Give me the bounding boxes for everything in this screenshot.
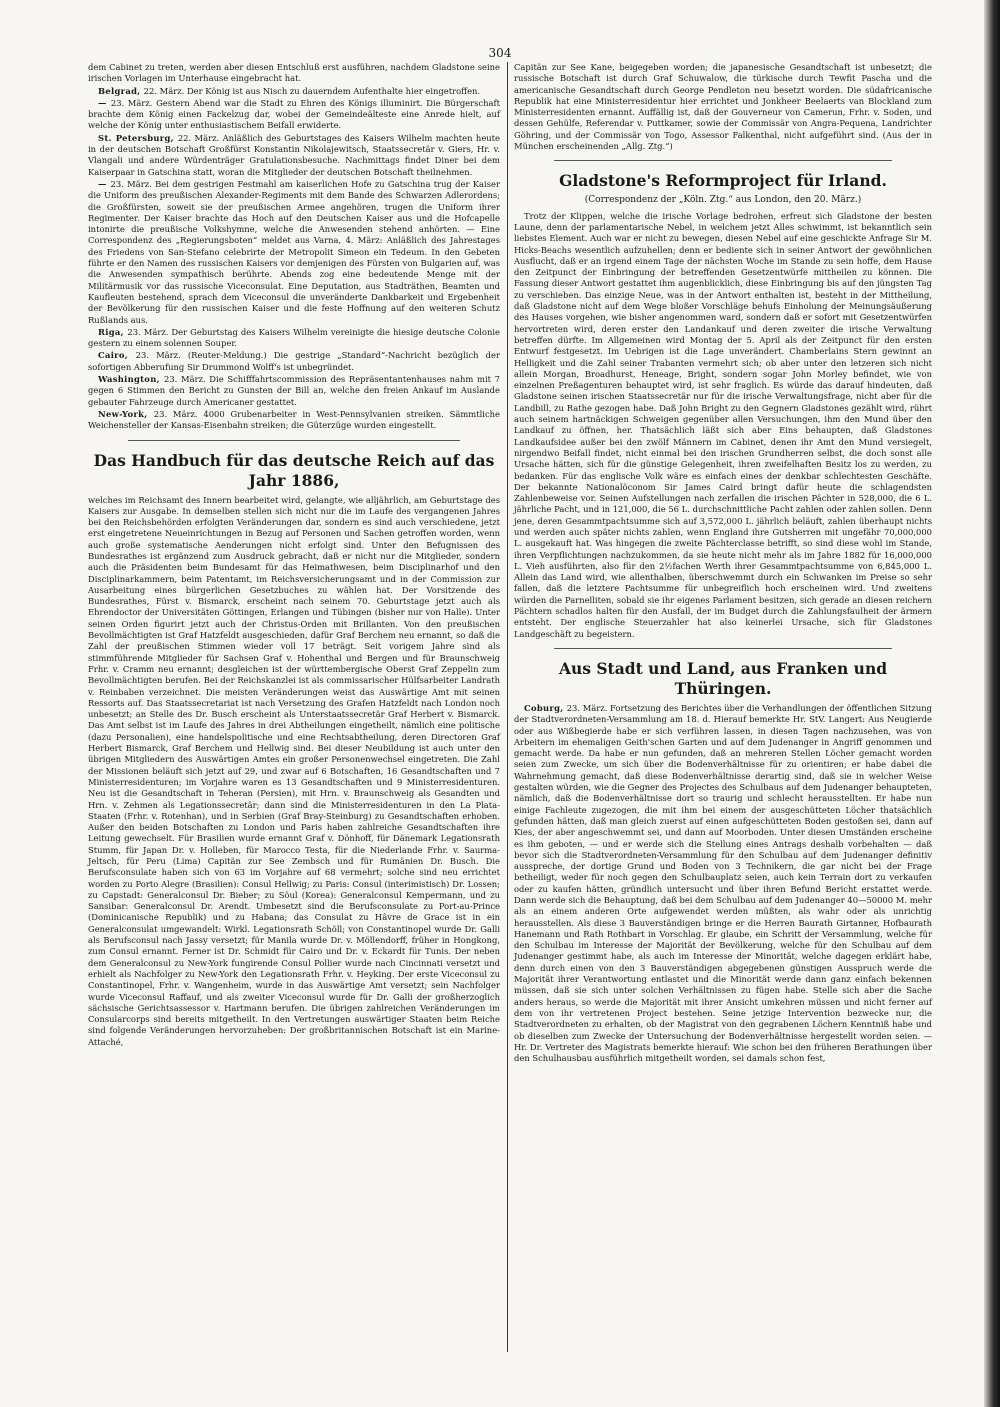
article-paragraph (88, 495, 500, 1049)
right-continued-text (514, 62, 932, 152)
paragraph-text: Trotz der Klippen, welche die irische Vorlage bedrohen, erfreut sich Gladstone der besten Laune, denn der parlamentarische Nebel, in welchem jetzt Alles schwimmt, ist bekanntlich sein liebstes Element. Auch war er nicht zu bewegen, diesen Nebel auf eine geschickte Anfrage Sir M. Hicks-Beachs wesentlich aufzuhellen; denn er bediente sich in seiner Antwort der gewöhnlichen Ausflucht, daß er an irgend einem Tage der nächsten Woche im Stande zu sein hoffe, dem Hause den Zeitpunct der Einbringung der betreffenden Gesetzentwürfe mittheilen zu können. Die Fassung dieser Antwort gestattet ihm augenblicklich, diese Einbringung bis auf den jüngsten Tag zu verschieben. Das einzige Neue, was in der Antwort enthalten ist, besteht in der Mittheilung, daß Gladstone nicht auf dem Wege bloßer Vorschläge behufs Einholung der Meinungsäußerung des Hauses vorgehen, wie bisher angenommen ward, sondern daß er sofort mit Gesetzentwürfen hervortreten wird, deren erster den Landankauf und deren zweiter die irische Verwaltung betreffen dürfte. Im Allgemeinen wird Montag der 5. April als der Zeitpunct für den ersten Entwurf festgesetzt. Im Uebrigen ist die Lage unverändert. Chamberlains Stern gewinnt an Helligkeit und die Zahl seiner Trabanten vermehrt sich; ob aber unter den letzeren sich nicht allein Morgan, Broadhurst, Heneage, Bright, sondern sogar John Morley befindet, wie von einzelnen Preßagenturen behauptet wird, ist sehr fraglich. Es würde das darauf hindeuten, daß Gladstone seinen irischen Staatssecretär nur für die irische Verwaltungsfrage, nicht aber für die Landbill, zu Rathe gezogen habe. Daß John Bright zu den Gegnern Gladstones gezählt wird, rührt auch seinem hartnäckigen Schweigen gegenüber allen Versuchungen, ihm den Mund über den Landkauf zu öffnen, her. Thatsächlich läßt sich aber Eins behaupten, daß Gladstones Landkaufsidee außer bei den zwölf Männern im Cabinet, denen ihr Amt den Mund versiegelt, nirgendwo Beifall findet, nicht einmal bei den irischen Grundherren selbst, die doch sonst alle Ursache hätten, sich für die günstige Gelegenheit, ihren zweifelhaften Besitz los zu werden, zu bedanken. Für das englische Volk wäre es einfach eines der denkbar schlechtesten Geschäfte. Der bekannte Nationalöconom Sir James Caird bringt dafür heute die schlagendsten Zahlenbeweise vor. Seinen Aufstellungen nach zerfallen die irischen Pächter in 528,000, die 6 L. jährliche Pacht, und in 121,000, die 56 L. durchschnittliche Pacht zahlen oder zahlen sollen. Denn jene, deren Gesammtpachtsumme sich auf 3,572,000 L. jährlich beläuft, zahlen überhaupt nichts und werden auch später nichts zahlen, wenn England ihre Gutsherren mit ungefähr 70,000,000 L. ausgekauft hat. Was hingegen die zweite Pächterclasse betrifft, so sind diese wohl im Stande, ihren Verpflichtungen nachzukommen, da sie heute nicht mehr als im Jahre 1882 für 16,000,000 L. Vieh ausführten, also für den 2½fachen Werth ihrer Gesammtpachtsumme von 6,845,000 L. Allein das Land wird, wie allenthalben, überschwemmt durch ein Schwanken im Preise so sehr fallen, daß die letztere Pachtsumme für unbegreiflich hoch erscheinen wird. Und zweitens würden die Parnelliten, sobald sie ihr eigenes Parlament besitzen, sich gerade an diesen reichern Pächtern schadlos halten für den Ausfall, der im Budget durch die Zahlungsfaulheit der ärmern entsteht. Der englische Steuerzahler hat also keinerlei Ursache, sich für Gladstones Landgeschäft zu begeistern. (514, 210, 932, 639)
paragraph-text: 23. März. Die Schifffahrtscommission des Repräsentantenhauses nahm mit 7 gegen 6 Stimmen den Bericht zu Gunsten der Bill an, welche den freien Ankauf im Auslande gebauter Fahrzeuge durch Americaner gestattet. (88, 374, 500, 407)
dateline: Washington, (98, 374, 165, 385)
left-column (88, 62, 500, 1049)
dateline: Riga, (98, 326, 128, 337)
dateline: Belgrad, (98, 85, 144, 96)
handbuch-article (88, 495, 500, 1049)
page-number: 304 (488, 46, 512, 60)
dateline: New-York, (98, 408, 154, 419)
paragraph-text: 22. März. Anläßlich des Geburtstages des Kaisers Wilhelm machten heute in der deutschen Botschaft Großfürst Konstantin Nikolajewitsch, Staatssecretär v. Giers, Hr. v. Vlangali und andere Würdenträger Gratulationsbesuche. Nachmittags findet Diner bei dem Kaiserpaar in Gatschina statt, woran die Mitglieder der deutschen Botschaft theilnehmen. (88, 132, 500, 177)
article-paragraph (88, 62, 500, 85)
gladstone-article (514, 211, 932, 640)
left-news-items (88, 62, 500, 432)
section-title-handbuch: Das Handbuch für das deutsche Reich auf das Jahr 1886, (93, 450, 495, 490)
paragraph-text: 23. März. (Reuter-Meldung.) Die gestrige „Standard“-Nachricht bezüglich der sofortigen Abberufung Sir Drummond Wolff's ist unbegründet. (88, 350, 500, 372)
section-title-stadt-land: Aus Stadt und Land, aus Franken und Thüringen. (558, 658, 888, 698)
paragraph-text: 23. März. Bei dem gestrigen Festmahl am kaiserlichen Hofe zu Gatschina trug der Kaiser die Uniform des preußischen Alexander-Regiments mit dem Bande des Schwarzen Adlerordens; die Großfürsten, soweit sie der preußischen Armee angehören, trugen die Uniform ihrer Regimenter. Der Kaiser brachte das Hoch auf den Deutschen Kaiser aus und die Hofcapelle intonirte die preußische Volkshymne, welche die Anwesenden stehend anhörten. — Eine Correspondenz des „Regierungsboten“ meldet aus Varna, 4. März: Anläßlich des Jahrestages des Friedens von San-Stefano celebrirte der Metropolit Simeon ein Tedeum. In den Gebeten führte er den Namen des russischen Kaisers vor demjenigen des Fürsten von Bulgarien auf, was die Anwesenden sympathisch berührte. Abends zog eine bedeutende Menge mit der Militärmusik vor das russische Viceconsulat. Eine Deputation, aus Stadträthen, Beamten und Kaufleuten bestehend, sprach dem Viceconsul die unveränderte Dankbarkeit und Ergebenheit der Bevölkerung für den russischen Kaiser und die feste Hoffnung auf den weiteren Schutz Rußlands aus. (88, 178, 500, 325)
article-paragraph (88, 409, 500, 432)
dateline: Coburg, (524, 702, 567, 713)
article-paragraph (514, 62, 932, 152)
article-paragraph (88, 133, 500, 178)
section-title-gladstone: Gladstone's Reformproject für Irland. (559, 171, 887, 191)
section-divider (554, 160, 892, 161)
article-paragraph (88, 86, 500, 97)
article-paragraph (88, 98, 500, 132)
paragraph-text: 23. März. 4000 Grubenarbeiter in West-Pennsylvanien streiken. Sämmtliche Weichensteller der Kansas-Eisenbahn streiken; die Güterzüge wurden eingestellt. (88, 408, 500, 431)
section-divider (128, 440, 460, 441)
paragraph-text: 23. März. Fortsetzung des Berichtes über die Verhandlungen der öffentlichen Sitzung der Stadtverordneten-Versammlung am 18. d. Hierauf bemerkte Hr. StV. Langert: Aus Neugierde oder aus Wißbegierde habe er sich verführen lassen, in diesen Tagen nachzusehen, was von Arbeitern im ehemaligen Geith'schen Garten und auf dem Judenanger in Angriff genommen und gemacht werde. Da habe er nun gefunden, daß an mehreren Stellen Löcher gemacht worden seien zum Zwecke, um sich über die Bodenverhältnisse für zu orientiren; er habe dabei die Wahrnehmung gemacht, daß diese Bodenverhältnisse derartig sind, daß sie in welcher Weise gestalten würden, wie die Gegner des Projectes des Schulbaus auf dem Judenanger behaupteten, nämlich, daß die Bodenverhältnisse dort so traurig und schlecht herausstellten. Er habe nun einige Fachleute zugezogen, die mit ihm bei einem der ausgeschütteten Löcher thatsächlich gefunden hätten, daß man gleich zuerst auf einen aufgeschütteten Boden gestoßen sei, dann auf Kies, der aber angeschwemmt sei, und dann auf Moorboden. Unter diesen Umständen erscheine es ihm geboten, — und er werde sich die Stellung eines Antrags deshalb vorbehalten — daß bevor sich die Stadtverordneten-Versammlung für den Schulbau auf dem Judenanger definitiv ausspreche, der dortige Grund und Boden von 3 Technikern, die gar nicht bei der Frage betheiligt, weder für noch gegen den Schulbauplatz seien, auch kein Terrain dort zu verkaufen oder zu kaufen hätten, gründlich untersucht und über ihren Befund Bericht erstattet werde. Dann werde sich die Behauptung, daß bei dem Schulbau auf dem Judenanger 40—50000 M. mehr als an einem anderen Orte aufgewendet werden müßten, als wahr oder als unrichtig herausstellen. Als diese 3 Bauverständigen bringe er die Herren Baurath Girtanner, Hofbaurath Hanemann und Rath Rothbart in Vorschlag. Er glaube, ein Schritt der Versammlung, welche für den Schulbau im Interesse der Majorität der Bevölkerung, welche für den Schulbau auf dem Judenanger gestimmt habe, als auch im Interesse der Minorität, welche dagegen erklärt habe, denn durch einen von den 3 Bauverständigen abgegebenen günstigen Ausspruch werde die Majorität ihrer Verantwortung entlastet und die Minorität werde dann ganz einfach bekennen müssen, daß sie sich unter solchen Verhältnissen zu fügen habe. Stelle sich aber die Sache anders heraus, so werde die Majorität mit ihrer Ansicht umkehren müssen und nicht ferner auf dem von ihr vertretenen Project bestehen. Seine jetzige Intervention bezwecke nur, die Stadtverordneten zu erhalten, ob der Magistrat von den gegrabenen Löchern Kenntniß habe und ob dieselben zum Zwecke der Untersuchung der Bodenverhältnisse hergestellt worden seien. — Hr. Dr. Vertreter des Magistrats bemerkte hierauf: Wie schon bei den früheren Berathungen über den Schulhausbau ausführlich mitgetheilt worden, sei damals schon fest, (514, 702, 932, 1064)
paragraph-text: 22. März. Der König ist aus Nisch zu dauerndem Aufenthalte hier eingetroffen. (143, 85, 481, 96)
dateline: St. Petersburg, (98, 132, 178, 143)
dateline: — (98, 97, 111, 108)
paragraph-text: dem Cabinet zu treten, werden aber diesen Entschluß erst ausführen, nachdem Gladstone seine irischen Vorlagen im Unterhause eingebracht hat. (88, 62, 500, 84)
article-paragraph (88, 350, 500, 373)
scan-edge (984, 0, 1000, 1407)
paragraph-text: 23. März. Gestern Abend war die Stadt zu Ehren des Königs illuminirt. Die Bürgerschaft brachte dem König einen Fackelzug dar, wobei der Gemeindeälteste eine Anrede hielt, auf welche der König unter enthusiastischem Beifall erwiderte. (88, 97, 500, 131)
stadt-land-article (514, 703, 932, 1065)
dateline: Cairo, (98, 350, 136, 361)
article-paragraph (88, 327, 500, 350)
article-paragraph (88, 179, 500, 326)
article-paragraph (88, 374, 500, 408)
column-divider (507, 62, 508, 1352)
paragraph-text: Capitän zur See Kane, beigegeben worden; die japanesische Gesandtschaft ist unbesetzt; die russische Botschaft ist durch Graf Schuwalow, die türkische durch Tewfit Pascha und die americanische Gesandtschaft durch George Pendleton neu besetzt worden. Die südafricanische Republik hat eine Ministerresidentur hier errichtet und Jonkheer Beelaerts van Blockland zum Ministerresidenten ernannt. Auffällig ist, daß der Gouverneur von Camerun, Frhr. v. Soden, und dessen Gehülfe, Referendar v. Puttkamer, sowie der Commissär von Angra-Pequena, Landrichter Göhring, und der Commissär von Togo, Assessor Falkenthal, nicht aufgeführt sind. (Aus der in München erscheinenden „Allg. Ztg.“) (514, 62, 932, 152)
section-subtitle-gladstone: (Correspondenz der „Köln. Ztg.“ aus London, den 20. März.) (584, 195, 862, 206)
section-divider (554, 648, 892, 649)
right-column (514, 62, 932, 1065)
paragraph-text: welches im Reichsamt des Innern bearbeitet wird, gelangte, wie alljährlich, am Geburtstage des Kaisers zur Ausgabe. In demselben stellen sich nicht nur die im Laufe des vergangenen Jahres bei den Reichsbehörden erfolgten Veränderungen dar, sondern es sind auch verschiedene, jetzt erst eingetretene Neueinrichtungen in Bezug auf Personen und Sachen getroffen worden, wenn auch große systematische Aenderungen nicht erfolgt sind. Unter den Befugnissen des Bundesrathes ist ergänzend zum Ausdruck gebracht, daß er nicht nur die Mitglieder, sondern auch die Präsidenten beim Bundesamt für das Heimathwesen, beim Disciplinarhof und den Disciplinarkammern, beim Patentamt, im Reichsversicherungsamt und in der Commission zur Ausarbeitung eines bürgerlichen Gesetzbuches zu wählen hat. Der Vorsitzende des Bundesrathes, Fürst v. Bismarck, erscheint nach seinem 70. Geburtstage jetzt auch als Ehrendoctor der Universitäten Göttingen, Erlangen und Tübingen (bisher nur von Halle). Unter seinen Orden figurirt jetzt auch der Christus-Orden mit Brillanten. Von den preußischen Bevollmächtigten ist Graf Hatzfeldt ausgeschieden, dafür Graf Berchem neu ernannt, so daß die Zahl der preußischen Stimmen wieder voll 17 beträgt. Seit vorigem Jahre sind als stimmführende Mitglieder für Sachsen Graf v. Hohenthal und Bergen und für Braunschweig Frhr. v. Cramm neu ernannt; desgleichen ist der württembergische Oberst Graf Zeppelin zum Bevollmächtigten berufen. Bei der Reichskanzlei ist als commissarischer Hülfsarbeiter Landrath v. Reinbaben verzeichnet. Die meisten Veränderungen weist das Auswärtige Amt mit seinen Ressorts auf. Das Staatssecretariat ist nach Versetzung des Grafen Hatzfeldt nach London noch unbesetzt; an Stelle des Dr. Busch erscheint als Unterstaatssecretär Graf Herbert v. Bismarck. Das Amt selbst ist im Laufe des Jahres in drei Abtheilungen eingetheilt, nämlich eine politische (dazu Personalien), eine handelspolitische und eine Rechtsabtheilung, deren Directoren Graf Herbert Bismarck, Graf Berchem und Hellwig sind. Bei dieser Neubildung ist auch unter den übrigen Mitgliedern des Auswärtigen Amtes ein großer Personenwechsel eingetreten. Die Zahl der Missionen beläuft sich jetzt auf 29, und zwar auf 6 Botschaften, 16 Gesandtschaften und 7 Ministerresidenturen; im Vorjahre waren es 13 Gesandtschaften und 9 Ministerresidenturen. Neu ist die Gesandtschaft in Teheran (Persien), mit Hrn. v. Braunschweig als Gesandten und Hrn. v. Zehmen als Legationssecretär; dann sind die Ministerresidenturen in den La Plata-Staaten (Frhr. v. Rotenhan), und in Serbien (Graf Bray-Steinburg) zu Gesandtschaften erhoben. Außer den beiden Botschaften zu London und Paris haben zahlreiche Gesandtschaften ihre Leitung gewechselt. Für Brasilien wurde ernannt Graf v. Dönhoff, für Dänemark Legationsrath Stumm, für Japan Dr. v. Holleben, für Marocco Testa, für die Niederlande Frhr. v. Saurma-Jeltsch, für Peru (Lima) Capitän zur See Zembsch und für Rumänien Dr. Busch. Die Berufsconsulate haben sich von 63 im Vorjahre auf 68 vermehrt; solche sind neu errichtet worden zu Porto Alegre (Brasilien): Consul Hellwig; zu Paris: Consul (interimistisch) Dr. Lossen; zu Capstadt: Generalconsul Dr. Bieber; zu Söul (Korea): Generalconsul Kempermann, und zu Sansibar: Generalconsul Dr. Arendt. Umbesetzt sind die Berufsconsulate zu Port-au-Prince (Dominicanische Republik) und zu Habana; das Consulat zu Hâvre de Grace ist in ein Generalconsulat umgewandelt: Wirkl. Legationsrath Schöll; von Constantinopel wurde Dr. Galli als Berufsconsul nach Jassy versetzt; für Manila wurde Dr. v. Möllendorff, früher in Hongkong, zum Consul ernannt. Ferner ist Dr. Schmidt für Cairo und Dr. v. Eckardt für Tunis. Der neben dem Generalconsul zu New-York fungirende Consul Pollier wurde nach Cincinnati versetzt und erhielt als Nachfolger zu New-York den Legationsrath Frhr. v. Heyking. Der erste Viceconsul zu Constantinopel, Frhr. v. Wangenheim, wurde in das Auswärtige Amt versetzt; sein Nachfolger wurde Viceconsul Raffauf, und als zweiter Viceconsul wurde für Dr. Galli der großherzoglich sächsische Gerichtsassessor v. Hartmann berufen. Die übrigen zahlreichen Veränderungen im Consularcorps sind bereits mitgetheilt. In den Vertretungen auswärtiger Staaten beim Reiche sind folgende Veränderungen hervorzuheben: Der großbritannischen Botschaft ist ein Marine-Attaché, (88, 494, 500, 1047)
article-paragraph (514, 211, 932, 640)
dateline: — (98, 178, 111, 189)
article-paragraph (514, 703, 932, 1065)
paragraph-text: 23. März. Der Geburtstag des Kaisers Wilhelm vereinigte die hiesige deutsche Colonie gestern zu einem solennen Souper. (88, 326, 500, 349)
